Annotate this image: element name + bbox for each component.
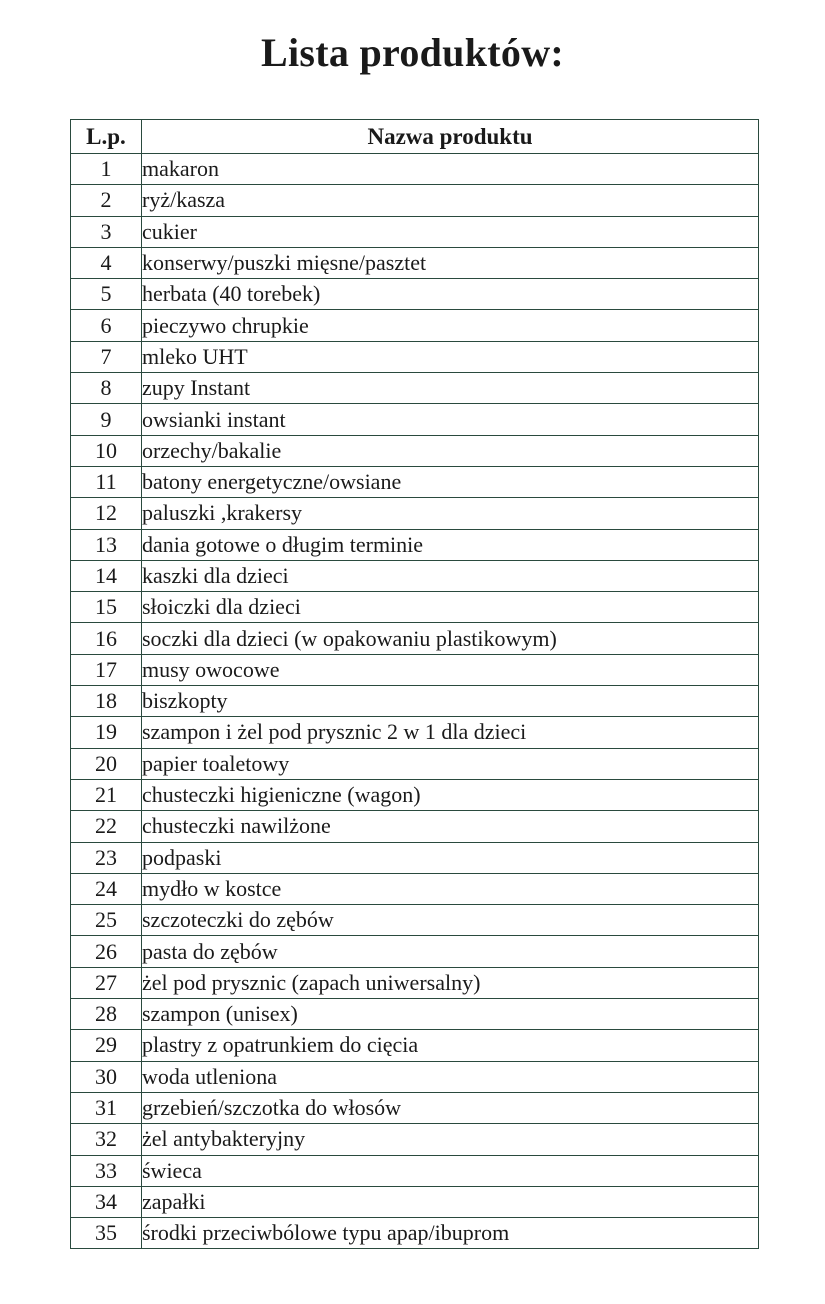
- product-name: pasta do zębów: [142, 936, 759, 967]
- row-number: 18: [71, 686, 142, 717]
- table-row: [71, 435, 759, 466]
- product-name: pieczywo chrupkie: [142, 310, 759, 341]
- row-number: 23: [71, 842, 142, 873]
- row-number: 19: [71, 717, 142, 748]
- row-number: 28: [71, 999, 142, 1030]
- table-row: [71, 873, 759, 904]
- table-row: [71, 498, 759, 529]
- product-name: plastry z opatrunkiem do cięcia: [142, 1030, 759, 1061]
- row-number: 11: [71, 466, 142, 497]
- table-row: [71, 905, 759, 936]
- product-name: chusteczki nawilżone: [142, 811, 759, 842]
- product-name: zapałki: [142, 1186, 759, 1217]
- table-row: [71, 404, 759, 435]
- table-row: [71, 748, 759, 779]
- row-number: 2: [71, 185, 142, 216]
- row-number: 15: [71, 592, 142, 623]
- row-number: 33: [71, 1155, 142, 1186]
- table-row: [71, 466, 759, 497]
- table-row: [71, 560, 759, 591]
- row-number: 22: [71, 811, 142, 842]
- table-header-row: [71, 120, 759, 154]
- product-name: żel pod prysznic (zapach uniwersalny): [142, 967, 759, 998]
- row-number: 20: [71, 748, 142, 779]
- row-number: 35: [71, 1218, 142, 1249]
- product-name: owsianki instant: [142, 404, 759, 435]
- table-row: [71, 779, 759, 810]
- row-number: 25: [71, 905, 142, 936]
- table-row: [71, 1186, 759, 1217]
- product-name: soczki dla dzieci (w opakowaniu plastikowym): [142, 623, 759, 654]
- table-row: [71, 654, 759, 685]
- product-name: paluszki ,krakersy: [142, 498, 759, 529]
- row-number: 5: [71, 279, 142, 310]
- table-row: [71, 1124, 759, 1155]
- product-name: konserwy/puszki mięsne/pasztet: [142, 247, 759, 278]
- row-number: 8: [71, 373, 142, 404]
- row-number: 30: [71, 1061, 142, 1092]
- row-number: 3: [71, 216, 142, 247]
- product-name: grzebień/szczotka do włosów: [142, 1092, 759, 1123]
- row-number: 13: [71, 529, 142, 560]
- table-row: [71, 811, 759, 842]
- row-number: 21: [71, 779, 142, 810]
- table-row: [71, 216, 759, 247]
- product-name: mleko UHT: [142, 341, 759, 372]
- product-rows: [71, 154, 759, 1249]
- row-number: 16: [71, 623, 142, 654]
- product-name: herbata (40 torebek): [142, 279, 759, 310]
- product-name: papier toaletowy: [142, 748, 759, 779]
- product-name: zupy Instant: [142, 373, 759, 404]
- table-row: [71, 154, 759, 185]
- product-name: batony energetyczne/owsiane: [142, 466, 759, 497]
- product-name: szampon (unisex): [142, 999, 759, 1030]
- product-name: ryż/kasza: [142, 185, 759, 216]
- table-row: [71, 623, 759, 654]
- table-row: [71, 686, 759, 717]
- row-number: 6: [71, 310, 142, 341]
- row-number: 1: [71, 154, 142, 185]
- product-name: słoiczki dla dzieci: [142, 592, 759, 623]
- product-name: szampon i żel pod prysznic 2 w 1 dla dzieci: [142, 717, 759, 748]
- table-row: [71, 1061, 759, 1092]
- table-row: [71, 185, 759, 216]
- table-row: [71, 842, 759, 873]
- row-number: 10: [71, 435, 142, 466]
- row-number: 27: [71, 967, 142, 998]
- page-title: Lista produktów:: [260, 30, 565, 75]
- product-name: makaron: [142, 154, 759, 185]
- product-name: kaszki dla dzieci: [142, 560, 759, 591]
- table-row: [71, 967, 759, 998]
- table-row: [71, 310, 759, 341]
- product-table: [70, 119, 759, 1249]
- table-row: [71, 592, 759, 623]
- product-name: woda utleniona: [142, 1061, 759, 1092]
- row-number: 24: [71, 873, 142, 904]
- product-name: orzechy/bakalie: [142, 435, 759, 466]
- product-name: środki przeciwbólowe typu apap/ibuprom: [142, 1218, 759, 1249]
- product-name: chusteczki higieniczne (wagon): [142, 779, 759, 810]
- product-name: cukier: [142, 216, 759, 247]
- table-row: [71, 529, 759, 560]
- row-number: 4: [71, 247, 142, 278]
- table-row: [71, 1155, 759, 1186]
- row-number: 32: [71, 1124, 142, 1155]
- product-name: świeca: [142, 1155, 759, 1186]
- row-number: 7: [71, 341, 142, 372]
- table-row: [71, 279, 759, 310]
- product-name: żel antybakteryjny: [142, 1124, 759, 1155]
- product-name: szczoteczki do zębów: [142, 905, 759, 936]
- table-row: [71, 1030, 759, 1061]
- row-number: 29: [71, 1030, 142, 1061]
- product-name: biszkopty: [142, 686, 759, 717]
- product-name: dania gotowe o długim terminie: [142, 529, 759, 560]
- row-number: 26: [71, 936, 142, 967]
- table-row: [71, 1092, 759, 1123]
- row-number: 9: [71, 404, 142, 435]
- table-row: [71, 717, 759, 748]
- table-row: [71, 999, 759, 1030]
- column-header-name: Nazwa produktu: [142, 120, 759, 154]
- table-row: [71, 936, 759, 967]
- column-header-number: L.p.: [71, 120, 142, 154]
- table-row: [71, 341, 759, 372]
- row-number: 14: [71, 560, 142, 591]
- product-name: podpaski: [142, 842, 759, 873]
- row-number: 31: [71, 1092, 142, 1123]
- row-number: 17: [71, 654, 142, 685]
- row-number: 34: [71, 1186, 142, 1217]
- table-row: [71, 1218, 759, 1249]
- table-row: [71, 373, 759, 404]
- product-name: mydło w kostce: [142, 873, 759, 904]
- product-name: musy owocowe: [142, 654, 759, 685]
- row-number: 12: [71, 498, 142, 529]
- table-row: [71, 247, 759, 278]
